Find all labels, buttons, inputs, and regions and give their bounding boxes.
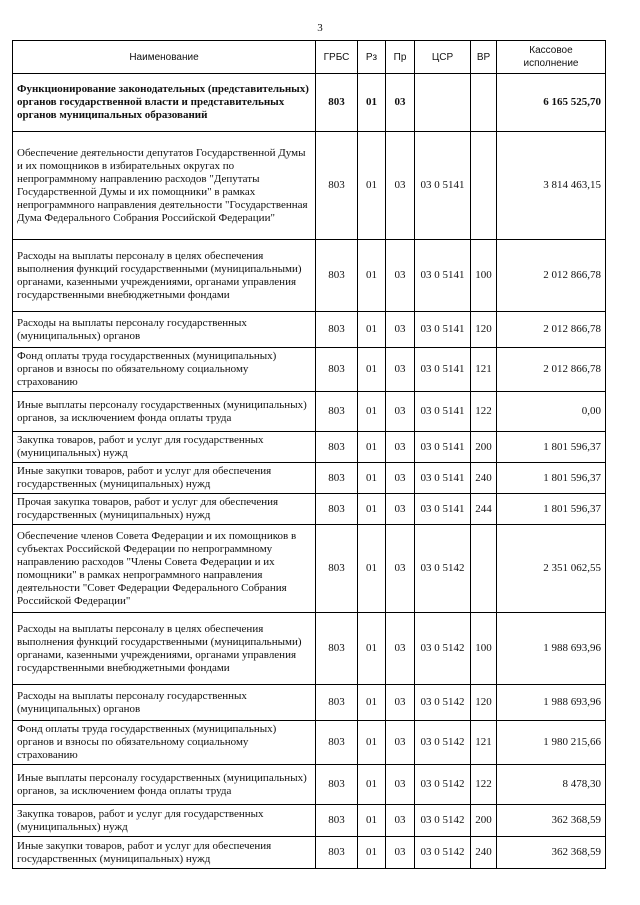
- cell-amount: 2 012 866,78: [497, 348, 606, 392]
- cell-amount: 8 478,30: [497, 765, 606, 805]
- cell-grbs: 803: [316, 74, 358, 132]
- header-pr: Пр: [386, 41, 415, 74]
- cell-amount: 1 980 215,66: [497, 721, 606, 765]
- cell-name: Обеспечение членов Совета Федерации и их помощников в субъектах Российской Федерации по непрограммному направлению расходов "Члены Совета Федерации и их помощники" в рамках непрограммного направления деятельности "Совет Федерации Федерального Собрания Российской Федерации": [13, 525, 316, 613]
- cell-vr: 120: [471, 312, 497, 348]
- cell-csr: 03 0 5142: [415, 613, 471, 685]
- table-row: [13, 392, 606, 432]
- table-row: [13, 765, 606, 805]
- cell-grbs: 803: [316, 685, 358, 721]
- cell-name: Иные закупки товаров, работ и услуг для обеспечения государственных (муниципальных) нужд: [13, 463, 316, 494]
- cell-pr: 03: [386, 463, 415, 494]
- cell-csr: 03 0 5142: [415, 765, 471, 805]
- cell-grbs: 803: [316, 432, 358, 463]
- cell-rz: 01: [358, 837, 386, 869]
- cell-pr: 03: [386, 525, 415, 613]
- table-row: [13, 348, 606, 392]
- cell-amount: 0,00: [497, 392, 606, 432]
- cell-vr: [471, 132, 497, 240]
- cell-csr: 03 0 5141: [415, 494, 471, 525]
- header-rz: Рз: [358, 41, 386, 74]
- cell-vr: 100: [471, 240, 497, 312]
- cell-name: Прочая закупка товаров, работ и услуг для обеспечения государственных (муниципальных) нужд: [13, 494, 316, 525]
- cell-amount: 1 801 596,37: [497, 463, 606, 494]
- cell-rz: 01: [358, 348, 386, 392]
- cell-csr: 03 0 5142: [415, 837, 471, 869]
- cell-rz: 01: [358, 463, 386, 494]
- cell-pr: 03: [386, 132, 415, 240]
- cell-pr: 03: [386, 613, 415, 685]
- cell-grbs: 803: [316, 392, 358, 432]
- cell-amount: 1 801 596,37: [497, 494, 606, 525]
- cell-grbs: 803: [316, 721, 358, 765]
- table-row: [13, 837, 606, 869]
- cell-rz: 01: [358, 685, 386, 721]
- header-name: Наименование: [13, 41, 316, 74]
- cell-grbs: 803: [316, 240, 358, 312]
- cell-name: Расходы на выплаты персоналу в целях обеспечения выполнения функций государственными (муниципальными) органами, казенными учреждениями, органами управления государственными внебюджетными фондами: [13, 613, 316, 685]
- cell-amount: 1 988 693,96: [497, 685, 606, 721]
- cell-grbs: 803: [316, 312, 358, 348]
- cell-amount: 2 012 866,78: [497, 312, 606, 348]
- cell-amount: 6 165 525,70: [497, 74, 606, 132]
- cell-name: Закупка товаров, работ и услуг для государственных (муниципальных) нужд: [13, 805, 316, 837]
- header-vr: ВР: [471, 41, 497, 74]
- cell-name: Фонд оплаты труда государственных (муниципальных) органов и взносы по обязательному социальному страхованию: [13, 348, 316, 392]
- cell-rz: 01: [358, 525, 386, 613]
- cell-rz: 01: [358, 765, 386, 805]
- table-row: [13, 240, 606, 312]
- cell-grbs: 803: [316, 494, 358, 525]
- cell-csr: 03 0 5141: [415, 312, 471, 348]
- page-number: 3: [317, 22, 323, 34]
- cell-pr: 03: [386, 348, 415, 392]
- cell-pr: 03: [386, 74, 415, 132]
- cell-rz: 01: [358, 240, 386, 312]
- cell-vr: 121: [471, 348, 497, 392]
- table-row: [13, 805, 606, 837]
- cell-amount: 3 814 463,15: [497, 132, 606, 240]
- cell-name: Закупка товаров, работ и услуг для государственных (муниципальных) нужд: [13, 432, 316, 463]
- cell-pr: 03: [386, 805, 415, 837]
- cell-csr: 03 0 5142: [415, 525, 471, 613]
- cell-rz: 01: [358, 132, 386, 240]
- cell-csr: 03 0 5141: [415, 348, 471, 392]
- cell-grbs: 803: [316, 525, 358, 613]
- cell-vr: 122: [471, 392, 497, 432]
- table-row: [13, 463, 606, 494]
- cell-rz: 01: [358, 494, 386, 525]
- table-row: [13, 525, 606, 613]
- cell-pr: 03: [386, 721, 415, 765]
- cell-amount: 2 012 866,78: [497, 240, 606, 312]
- cell-vr: 121: [471, 721, 497, 765]
- cell-rz: 01: [358, 432, 386, 463]
- cell-name: Иные выплаты персоналу государственных (муниципальных) органов, за исключением фонда оплаты труда: [13, 765, 316, 805]
- header-amount: Кассовое исполнение: [497, 41, 606, 74]
- table-row: [13, 685, 606, 721]
- cell-csr: 03 0 5142: [415, 685, 471, 721]
- cell-name: Расходы на выплаты персоналу государственных (муниципальных) органов: [13, 312, 316, 348]
- cell-vr: [471, 525, 497, 613]
- cell-name: Иные выплаты персоналу государственных (муниципальных) органов, за исключением фонда оплаты труда: [13, 392, 316, 432]
- cell-pr: 03: [386, 432, 415, 463]
- table-row: [13, 74, 606, 132]
- cell-grbs: 803: [316, 837, 358, 869]
- header-csr: ЦСР: [415, 41, 471, 74]
- cell-name: Иные закупки товаров, работ и услуг для обеспечения государственных (муниципальных) нужд: [13, 837, 316, 869]
- cell-pr: 03: [386, 312, 415, 348]
- cell-grbs: 803: [316, 463, 358, 494]
- header-grbs: ГРБС: [316, 41, 358, 74]
- cell-pr: 03: [386, 494, 415, 525]
- cell-csr: 03 0 5142: [415, 805, 471, 837]
- cell-pr: 03: [386, 765, 415, 805]
- cell-vr: 200: [471, 432, 497, 463]
- cell-grbs: 803: [316, 765, 358, 805]
- cell-amount: 1 988 693,96: [497, 613, 606, 685]
- budget-table: [12, 40, 606, 869]
- cell-amount: 362 368,59: [497, 805, 606, 837]
- cell-amount: 1 801 596,37: [497, 432, 606, 463]
- cell-vr: 122: [471, 765, 497, 805]
- cell-rz: 01: [358, 312, 386, 348]
- cell-vr: 240: [471, 837, 497, 869]
- cell-grbs: 803: [316, 348, 358, 392]
- cell-name: Обеспечение деятельности депутатов Государственной Думы и их помощников в избирательных округах по непрограммному направлению расходов "Депутаты Государственной Думы и их помощники" в рамках непрограммного направления деятельности "Государственная Дума Федерального Собрания Российской Федерации": [13, 132, 316, 240]
- cell-csr: [415, 74, 471, 132]
- cell-pr: 03: [386, 685, 415, 721]
- cell-vr: [471, 74, 497, 132]
- table-row: [13, 132, 606, 240]
- cell-csr: 03 0 5141: [415, 132, 471, 240]
- cell-csr: 03 0 5141: [415, 392, 471, 432]
- table-row: [13, 312, 606, 348]
- table-row: [13, 494, 606, 525]
- cell-rz: 01: [358, 74, 386, 132]
- cell-csr: 03 0 5141: [415, 463, 471, 494]
- cell-vr: 200: [471, 805, 497, 837]
- cell-name: Функционирование законодательных (представительных) органов государственной власти и представительных органов муниципальных образований: [13, 74, 316, 132]
- cell-grbs: 803: [316, 613, 358, 685]
- cell-grbs: 803: [316, 805, 358, 837]
- cell-rz: 01: [358, 805, 386, 837]
- cell-pr: 03: [386, 837, 415, 869]
- cell-name: Расходы на выплаты персоналу государственных (муниципальных) органов: [13, 685, 316, 721]
- cell-amount: 362 368,59: [497, 837, 606, 869]
- cell-csr: 03 0 5141: [415, 432, 471, 463]
- cell-csr: 03 0 5142: [415, 721, 471, 765]
- cell-pr: 03: [386, 392, 415, 432]
- cell-name: Расходы на выплаты персоналу в целях обеспечения выполнения функций государственными (муниципальными) органами, казенными учреждениями, органами управления государственными внебюджетными фондами: [13, 240, 316, 312]
- cell-csr: 03 0 5141: [415, 240, 471, 312]
- cell-rz: 01: [358, 721, 386, 765]
- cell-rz: 01: [358, 392, 386, 432]
- cell-vr: 244: [471, 494, 497, 525]
- cell-amount: 2 351 062,55: [497, 525, 606, 613]
- cell-pr: 03: [386, 240, 415, 312]
- cell-vr: 100: [471, 613, 497, 685]
- table-row: [13, 613, 606, 685]
- cell-vr: 240: [471, 463, 497, 494]
- table-row: [13, 721, 606, 765]
- table-row: [13, 432, 606, 463]
- table-header-row: [13, 41, 606, 74]
- cell-vr: 120: [471, 685, 497, 721]
- cell-rz: 01: [358, 613, 386, 685]
- cell-grbs: 803: [316, 132, 358, 240]
- cell-name: Фонд оплаты труда государственных (муниципальных) органов и взносы по обязательному социальному страхованию: [13, 721, 316, 765]
